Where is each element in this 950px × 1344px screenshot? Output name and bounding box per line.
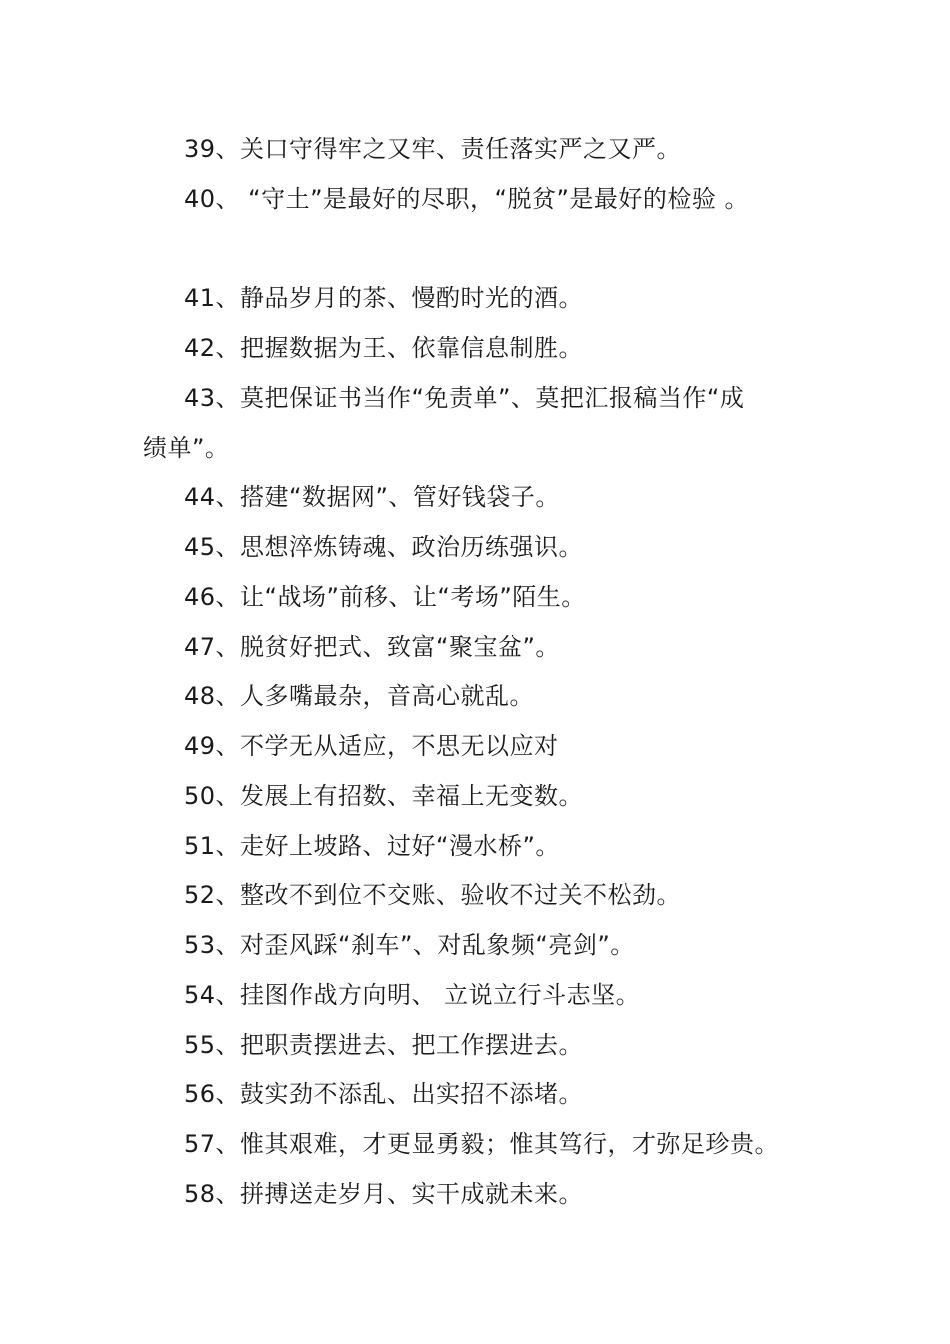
list-item-54: 54、挂图作战方向明、 立说立行斗志坚。 [184, 981, 641, 1009]
list-item-39: 39、关口守得牢之又牢、责任落实严之又严。 [184, 135, 682, 163]
list-item-43: 43、莫把保证书当作“免责单”、莫把汇报稿当作“成 [184, 384, 745, 412]
list-item-55: 55、把职责摆进去、把工作摆进去。 [184, 1031, 584, 1059]
list-item-41: 41、静品岁月的茶、慢酌时光的酒。 [184, 284, 584, 312]
list-item-45: 45、思想淬炼铸魂、政治历练强识。 [184, 533, 584, 561]
list-item-57: 57、惟其艰难，才更显勇毅；惟其笃行，才弥足珍贵。 [184, 1130, 780, 1158]
list-item-46: 46、让“战场”前移、让“考场”陌生。 [184, 583, 586, 611]
list-item-53: 53、对歪风踩“刹车”、对乱象频“亮剑”。 [184, 931, 635, 959]
list-item-40: 40、 “守土”是最好的尽职，“脱贫”是最好的检验 。 [184, 185, 750, 213]
list-item-42: 42、把握数据为王、依靠信息制胜。 [184, 334, 584, 362]
list-item-43-continuation: 绩单”。 [143, 434, 230, 462]
list-item-50: 50、发展上有招数、幸福上无变数。 [184, 782, 584, 810]
list-item-51: 51、走好上坡路、过好“漫水桥”。 [184, 832, 560, 860]
list-item-48: 48、人多嘴最杂，音高心就乱。 [184, 682, 535, 710]
list-item-58: 58、拼搏送走岁月、实干成就未来。 [184, 1180, 584, 1208]
list-item-47: 47、脱贫好把式、致富“聚宝盆”。 [184, 633, 560, 661]
list-item-56: 56、鼓实劲不添乱、出实招不添堵。 [184, 1080, 584, 1108]
list-item-52: 52、整改不到位不交账、验收不过关不松劲。 [184, 881, 682, 909]
list-item-49: 49、不学无从适应，不思无以应对 [184, 732, 559, 760]
list-item-44: 44、搭建“数据网”、管好钱袋子。 [184, 483, 560, 511]
